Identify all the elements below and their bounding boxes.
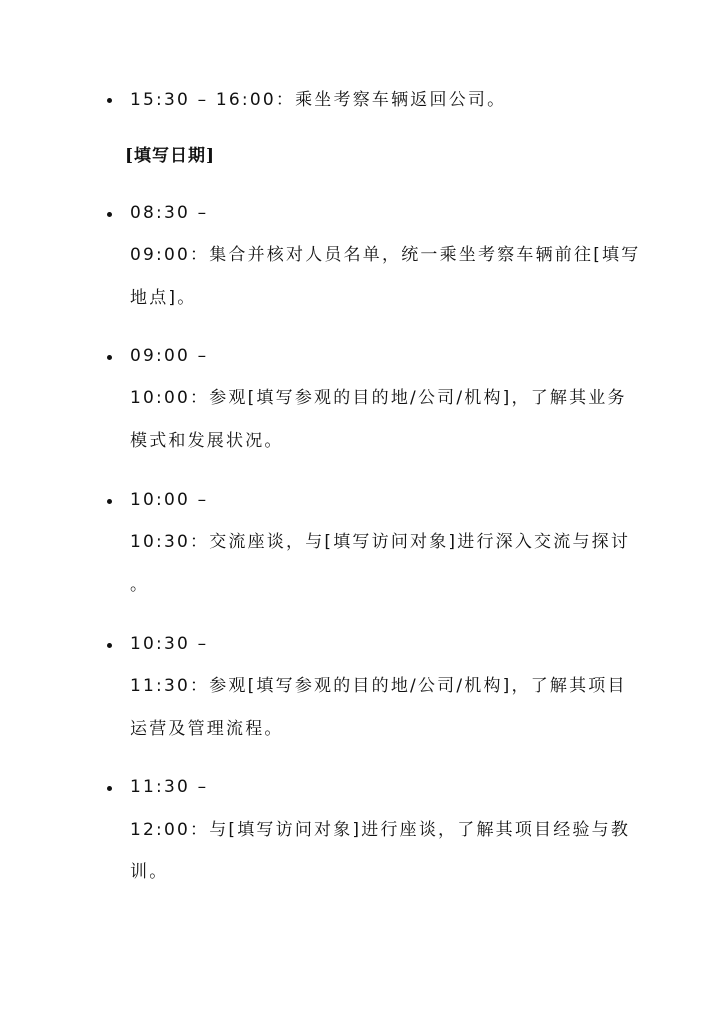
schedule-item-time: 09:00 – bbox=[130, 346, 209, 366]
schedule-item-text: 训。 bbox=[130, 862, 169, 882]
schedule-item-text: 运营及管理流程。 bbox=[130, 719, 284, 739]
schedule-item-text: 11:30：参观[填写参观的目的地/公司/机构]，了解其项目 bbox=[130, 676, 627, 696]
schedule-item-text: 09:00：集合并核对人员名单，统一乘坐考察车辆前往[填写 bbox=[130, 245, 641, 265]
schedule-item-text: 。 bbox=[130, 575, 150, 595]
schedule-item-time: 11:30 – bbox=[130, 777, 209, 797]
schedule-item-time: 10:30 – bbox=[130, 634, 209, 654]
schedule-item-text: 15:30 – 16:00：乘坐考察车辆返回公司。 bbox=[130, 90, 507, 110]
schedule-item-time: 10:00 – bbox=[130, 490, 209, 510]
date-heading: [填写日期] bbox=[125, 146, 216, 166]
schedule-item-text: 12:00：与[填写访问对象]进行座谈，了解其项目经验与教 bbox=[130, 820, 631, 840]
schedule-item-text: 地点]。 bbox=[130, 288, 197, 308]
bullet-marker bbox=[107, 212, 112, 217]
schedule-item-text: 10:30：交流座谈，与[填写访问对象]进行深入交流与探讨 bbox=[130, 532, 631, 552]
schedule-item-text: 10:00：参观[填写参观的目的地/公司/机构]，了解其业务 bbox=[130, 388, 627, 408]
schedule-item-text: 模式和发展状况。 bbox=[130, 431, 284, 451]
bullet-marker bbox=[107, 786, 112, 791]
bullet-marker bbox=[107, 98, 112, 103]
schedule-item-time: 08:30 – bbox=[130, 203, 209, 223]
bullet-marker bbox=[107, 643, 112, 648]
bullet-marker bbox=[107, 355, 112, 360]
bullet-marker bbox=[107, 499, 112, 504]
